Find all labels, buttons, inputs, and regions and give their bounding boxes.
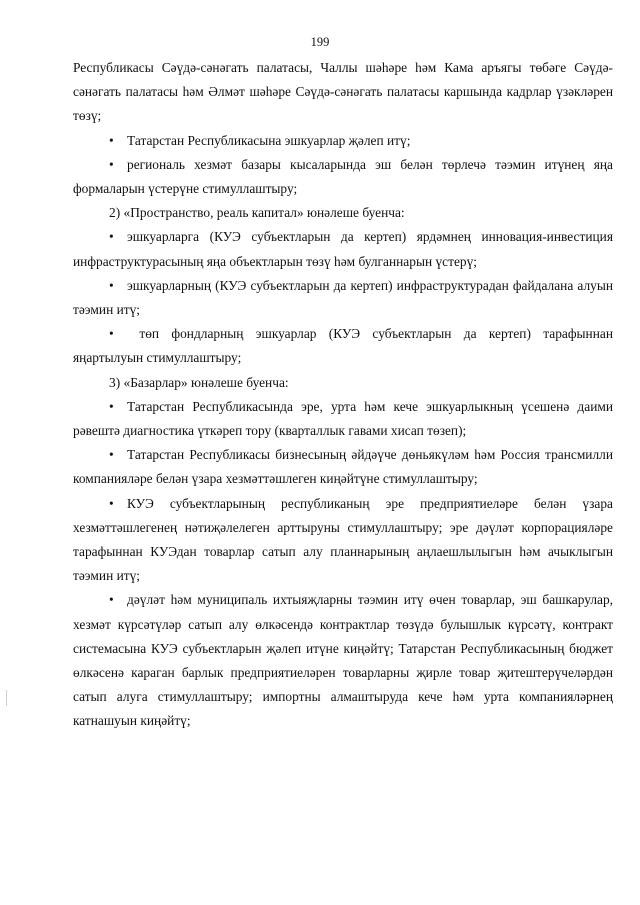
bullet-marker: • bbox=[109, 229, 114, 245]
bullet-text: дәүләт һәм муниципаль ихтыяҗларны тәэмин итү өчен товарлар, эш башкарулар, хезмәт күрсәтүләр сатып алу өлкәсендә контрактлар төзүдә булышлык күрсәтү, контракт системасына КУЭ субъектларын җәлеп итүне киңәйтү; Татарстан Республикасының бюджет өлкәсенә караган барлык предприятиеләрен товарларны җирле товар җитештерүчеләрдән сатып алуга стимуллаштыру; импортны алмаштыруда кече һәм урта компанияләрнең катнашуын киңәйтү; bbox=[73, 592, 613, 729]
bullet-text: эшкуарларга (КУЭ субъектларын да кертеп) ярдәмнең инновация-инвестиция инфраструктурасының яңа объектларын төзү һәм булганнарын үстерү; bbox=[73, 229, 613, 269]
bullet-item bbox=[73, 588, 613, 733]
bullet-text: эшкуарларның (КУЭ субъектларын да кертеп) инфраструктурадан файдалана алуын тәэмин итү; bbox=[73, 277, 613, 318]
bullet-item bbox=[73, 322, 613, 370]
bullet-item bbox=[73, 153, 613, 201]
bullet-marker: • bbox=[109, 156, 114, 172]
paragraph-continuation bbox=[73, 56, 613, 129]
bullet-marker: • bbox=[109, 326, 114, 342]
page-number: 199 bbox=[310, 35, 330, 49]
scan-margin-mark bbox=[6, 690, 7, 706]
section-heading-text: 2) «Пространство, реаль капитал» юнәлеше буенча: bbox=[109, 205, 405, 221]
bullet-text: КУЭ субъектларының республиканың эре предприятиеләре белән үзара хезмәттәшлегенең нәтиҗәлелеген арттыруны стимуллаштыру; эре дәүләт корпорацияләре тарафыннан КУЭдан товарлар сатып алу планнарының аңлаешлылыгын һәм ачыклыгын тәэмин итү; bbox=[73, 495, 613, 584]
bullet-item bbox=[73, 274, 613, 322]
section-heading bbox=[73, 371, 613, 395]
bullet-item bbox=[73, 225, 613, 273]
bullet-marker: • bbox=[109, 398, 114, 414]
bullet-item bbox=[73, 492, 613, 589]
bullet-item bbox=[73, 129, 613, 153]
bullet-text: Татарстан Республикасына эшкуарлар җәлеп итү; bbox=[127, 132, 411, 148]
bullet-marker: • bbox=[109, 132, 114, 148]
bullet-marker: • bbox=[109, 447, 114, 463]
bullet-text: Татарстан Республикасы бизнесының әйдәүче дөньякүләм һәм Россия трансмилли компанияләре белән үзара хезмәттәшлеген киңәйтүне стимуллаштыру; bbox=[73, 447, 613, 487]
section-heading bbox=[73, 201, 613, 225]
bullet-text: төп фондларның эшкуарлар (КУЭ субъектларын да кертеп) тарафыннан яңартылуын стимуллаштыру; bbox=[73, 326, 613, 366]
bullet-text: Татарстан Республикасында эре, урта һәм кече эшкуарлыкның үсешенә даими рәвештә диагностика үткәреп тору (кварталлык гавами хисап төзеп); bbox=[73, 398, 613, 439]
document-body bbox=[73, 56, 613, 734]
bullet-item bbox=[73, 443, 613, 491]
bullet-marker: • bbox=[109, 495, 114, 511]
bullet-item bbox=[73, 395, 613, 443]
bullet-marker: • bbox=[109, 592, 114, 608]
bullet-marker: • bbox=[109, 277, 114, 293]
section-heading-text: 3) «Базарлар» юнәлеше буенча: bbox=[109, 374, 289, 390]
paragraph-text: Республикасы Сәүдә-сәнәгать палатасы, Чаллы шәһәре һәм Кама аръягы төбәге Сәүдә-сәнәгать палатасы һәм Әлмәт шәһәре Сәүдә-сәнәгать палатасы каршында кадрлар үзәкләрен төзү; bbox=[73, 60, 613, 124]
bullet-text: региональ хезмәт базары кысаларында эш белән төрлечә тәэмин итүнең яңа формаларын үстерүне стимуллаштыру; bbox=[73, 156, 613, 197]
